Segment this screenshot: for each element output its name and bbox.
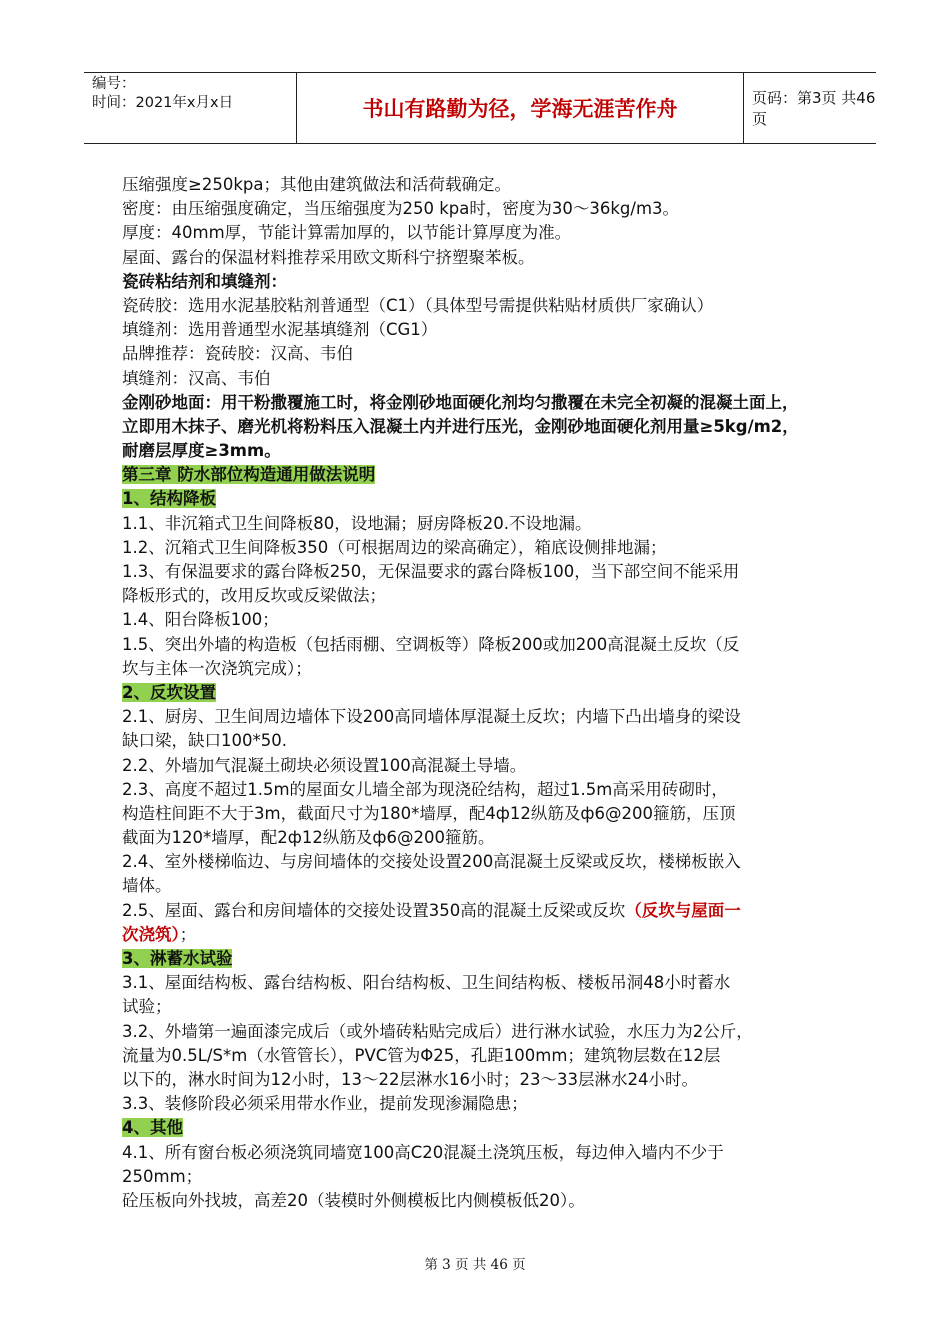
text-line: 2.2、外墙加气混凝土砌块必须设置100高混凝土导墙。 — [122, 755, 527, 775]
highlighted-note: 次浇筑） — [122, 924, 180, 944]
header-page-number: 页码：第3页 共46页 — [752, 89, 876, 128]
section-heading: 4、其他 — [122, 1118, 183, 1138]
text-line: 缺口梁，缺口100*50. — [122, 731, 287, 751]
bold-paragraph-line: 立即用木抹子、磨光机将粉料压入混凝土内并进行压光，金刚砂地面硬化剂用量≥5kg/m2， — [122, 416, 799, 436]
text-line: 1.2、沉箱式卫生间降板350（可根据周边的梁高确定），箱底设侧排地漏； — [122, 537, 667, 557]
text-line: 试验； — [122, 997, 172, 1017]
text-line: 密度：由压缩强度确定，当压缩强度为250 kpa时，密度为30～36kg/m3。 — [122, 199, 680, 219]
text-line: 压缩强度≥250kpa；其他由建筑做法和活荷载确定。 — [122, 175, 511, 194]
text-line: 1.3、有保温要求的露台降板250，无保温要求的露台降板100，当下部空间不能采用 — [122, 562, 740, 581]
text-line: 2.4、室外楼梯临边、与房间墙体的交接处设置200高混凝土反梁或反坎，楼梯板嵌入 — [122, 852, 741, 872]
text-line: 品牌推荐：瓷砖胶：汉高、韦伯 — [122, 344, 353, 364]
text-line — [122, 923, 848, 947]
text-line: 屋面、露台的保温材料推荐采用欧文斯科宁挤塑聚苯板。 — [122, 247, 535, 267]
section-heading: 1、结构降板 — [122, 489, 216, 509]
header-meta — [92, 75, 288, 113]
text-line: 砼压板向外找坡，高差20（装模时外侧模板比内侧模板低20）。 — [122, 1190, 585, 1210]
text-line: 1.4、阳台降板100； — [122, 610, 279, 630]
text-line: 3.2、外墙第一遍面漆完成后（或外墙砖粘贴完成后）进行淋水试验，水压力为2公斤， — [122, 1021, 753, 1041]
text-line: 流量为0.5L/S*m（水管管长），PVC管为Φ25，孔距100mm；建筑物层数在12层 — [122, 1045, 721, 1065]
text-line — [122, 899, 848, 923]
text-line: 1.5、突出外墙的构造板（包括雨棚、空调板等）降板200或加200高混凝土反坎（反 — [122, 634, 740, 654]
section-heading: 瓷砖粘结剂和填缝剂： — [122, 271, 287, 291]
text-line: 以下的，淋水时间为12小时，13～22层淋水16小时；23～33层淋水24小时。 — [122, 1069, 698, 1089]
text-line: 构造柱间距不大于3m，截面尺寸为180*墙厚，配4ф12纵筋及ф6@200箍筋，压顶 — [122, 803, 736, 823]
text-line: 250mm； — [122, 1166, 203, 1186]
section-heading: 3、淋蓄水试验 — [122, 949, 233, 968]
text-line: 降板形式的，改用反坎或反梁做法； — [122, 586, 386, 606]
text-line: 坎与主体一次浇筑完成）； — [122, 658, 312, 678]
bold-paragraph-line: 金刚砂地面：用干粉撒覆施工时，将金刚砂地面硬化剂均匀撒覆在未完全初凝的混凝土面上， — [122, 392, 799, 412]
text-line: 2.3、高度不超过1.5m的屋面女儿墙全部为现浇砼结构，超过1.5m高采用砖砌时， — [122, 779, 728, 799]
page-header — [84, 72, 876, 144]
text-line: 截面为120*墙厚，配2ф12纵筋及ф6@200箍筋。 — [122, 828, 495, 848]
text-line: 3.3、装修阶段必须采用带水作业，提前发现渗漏隐患； — [122, 1094, 528, 1114]
text-line: 瓷砖胶：选用水泥基胶粘剂普通型（C1）（具体型号需提供粘贴材质供厂家确认） — [122, 295, 714, 315]
chapter-heading: 第三章 防水部位构造通用做法说明 — [122, 465, 376, 485]
document-body — [122, 173, 848, 1213]
section-heading: 2、反坎设置 — [122, 682, 216, 702]
page-footer: 第 3 页 共 46 页 — [424, 1257, 526, 1273]
document-time: 时间：2021年x月x日 — [92, 95, 234, 111]
text-line: 墙体。 — [122, 876, 172, 896]
text-segment: ； — [179, 924, 197, 944]
text-segment: 2.5、屋面、露台和房间墙体的交接处设置350高的混凝土反梁或反坎 — [122, 900, 626, 920]
header-motto: 书山有路勤为径，学海无涯苦作舟 — [296, 73, 744, 143]
highlighted-note: （反坎与屋面一 — [625, 900, 741, 920]
text-line: 3.1、屋面结构板、露台结构板、阳台结构板、卫生间结构板、楼板吊洞48小时蓄水 — [122, 973, 731, 993]
text-line: 填缝剂：汉高、韦伯 — [122, 368, 271, 388]
document-number: 编号： — [92, 76, 136, 92]
text-line: 4.1、所有窗台板必须浇筑同墙宽100高C20混凝土浇筑压板，每边伸入墙内不少于 — [122, 1142, 724, 1162]
text-line: 1.1、非沉箱式卫生间降板80，设地漏；厨房降板20.不设地漏。 — [122, 513, 592, 533]
text-line: 填缝剂：选用普通型水泥基填缝剂（CG1） — [122, 320, 438, 340]
text-line: 厚度：40mm厚，节能计算需加厚的，以节能计算厚度为准。 — [122, 223, 572, 243]
text-line: 2.1、厨房、卫生间周边墙体下设200高同墙体厚混凝土反坎；内墙下凸出墙身的梁设 — [122, 707, 741, 727]
bold-paragraph-line: 耐磨层厚度≥3mm。 — [122, 441, 281, 461]
